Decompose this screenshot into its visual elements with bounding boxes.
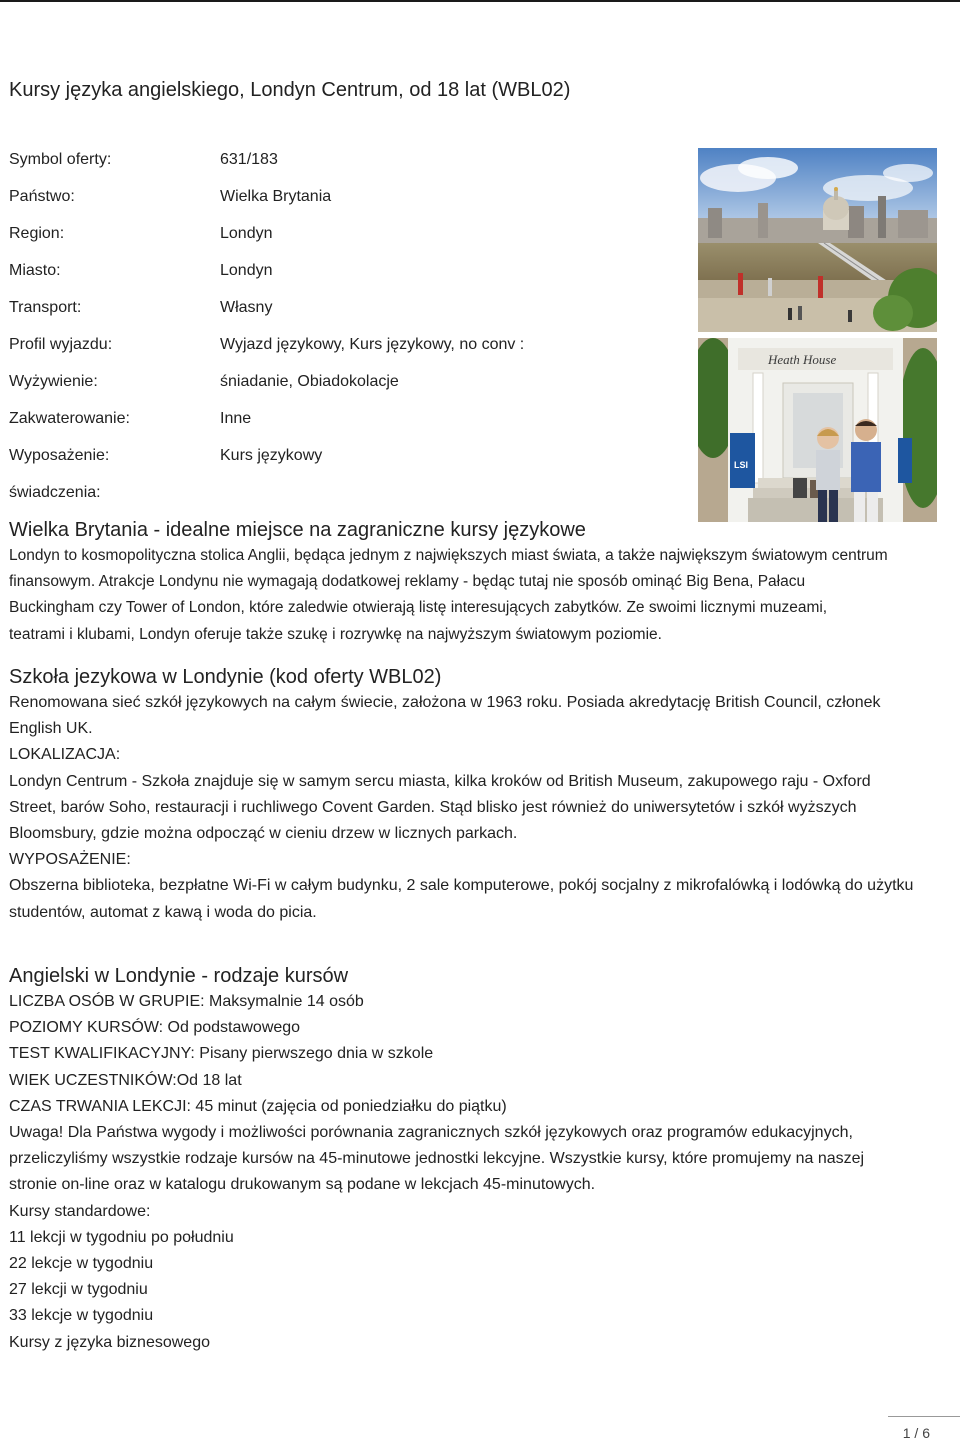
top-border-line bbox=[0, 0, 960, 2]
section-heading: Szkoła jezykowa w Londynie (kod oferty WBL02) bbox=[9, 666, 442, 688]
detail-value: Kurs językowy bbox=[220, 447, 323, 464]
london-skyline-photo bbox=[698, 148, 937, 332]
page-number: 1 / 6 bbox=[902, 1425, 930, 1441]
info-line: CZAS TRWANIA LEKCJI: 45 minut (zajęcia od poniedziałku do piątku) bbox=[9, 1097, 507, 1115]
paragraph-line: Obszerna biblioteka, bezpłatne Wi-Fi w całym budynku, 2 sale komputerowe, pokój socjalny z mikrofalówką i lodówką do użytku bbox=[9, 877, 914, 895]
building-sign: Heath House bbox=[768, 352, 837, 367]
detail-label: Wyżywienie: bbox=[9, 373, 98, 390]
section-school bbox=[9, 664, 959, 926]
detail-value: Wielka Brytania bbox=[220, 188, 332, 205]
paragraph-line: English UK. bbox=[9, 720, 93, 738]
detail-label: Państwo: bbox=[9, 188, 75, 205]
detail-value: śniadanie, Obiadokolacje bbox=[220, 373, 399, 390]
detail-row-equipment bbox=[9, 443, 569, 480]
detail-row-transport bbox=[9, 295, 569, 332]
course-list-item: 27 lekcji w tygodniu bbox=[9, 1281, 148, 1299]
detail-row-region bbox=[9, 221, 569, 258]
info-line: POZIOMY KURSÓW: Od podstawowego bbox=[9, 1019, 301, 1037]
section-heading: Angielski w Londynie - rodzaje kursów bbox=[9, 965, 349, 987]
course-list-item: 22 lekcje w tygodniu bbox=[9, 1255, 154, 1273]
paragraph-line: Uwaga! Dla Państwa wygody i możliwości porównania zagranicznych szkół językowych oraz programów edukacyjnych, bbox=[9, 1124, 853, 1142]
detail-value: Londyn bbox=[220, 225, 273, 242]
paragraph-line: Renomowana sieć szkół językowych na całym świecie, założona w 1963 roku. Posiada akredytację British Council, członek bbox=[9, 694, 881, 711]
paragraph-line: Street, barów Soho, restauracji i ruchliwego Covent Garden. Stąd blisko jest również do uniwersytetów i szkół wyższych bbox=[9, 798, 857, 816]
detail-value: Wyjazd językowy, Kurs językowy, no conv : bbox=[220, 336, 525, 353]
detail-row-services bbox=[9, 480, 569, 517]
paragraph-line: Londyn Centrum - Szkoła znajduje się w samym sercu miasta, kilka kroków od British Museum, zakupowego raju - Oxford bbox=[9, 772, 871, 790]
detail-row-city bbox=[9, 258, 569, 295]
paragraph-line: Londyn to kosmopolityczna stolica Anglii, będąca jednym z największych miast świata, a także największym światowym centrum bbox=[9, 547, 888, 564]
detail-row-meals bbox=[9, 369, 569, 406]
info-line: TEST KWALIFIKACYJNY: Pisany pierwszego dnia w szkole bbox=[9, 1045, 434, 1063]
detail-value: Londyn bbox=[220, 262, 273, 279]
detail-value: 631/183 bbox=[220, 151, 278, 168]
list-heading: Kursy standardowe: bbox=[9, 1202, 151, 1220]
paragraph-line: przeliczyliśmy wszystkie rodzaje kursów na 45-minutowe jednostki lekcyjne. Wszystkie kursy, które promujemy na naszej bbox=[9, 1150, 865, 1168]
paragraph-line: Buckingham czy Tower of London, które zaledwie otwierają listę interesujących zabytków. Ze swoimi licznymi muzeami, bbox=[9, 599, 828, 617]
detail-label: Zakwaterowanie: bbox=[9, 410, 130, 427]
detail-label: Symbol oferty: bbox=[9, 151, 112, 168]
detail-value: Inne bbox=[220, 410, 252, 427]
section-london-intro bbox=[9, 517, 959, 648]
subheading-location: LOKALIZACJA: bbox=[9, 746, 121, 764]
subheading-equipment: WYPOSAŻENIE: bbox=[9, 851, 131, 869]
paragraph-line: stronie on-line oraz w katalogu drukowanym są podane w lekcjach 45-minutowych. bbox=[9, 1176, 596, 1194]
footer-line bbox=[888, 1416, 960, 1417]
page-title: Kursy języka angielskiego, Londyn Centrum, od 18 lat (WBL02) bbox=[9, 79, 571, 101]
detail-label: Profil wyjazdu: bbox=[9, 336, 113, 353]
paragraph-line: studentów, automat z kawą i woda do picia. bbox=[9, 903, 317, 921]
paragraph-line: finansowym. Atrakcje Londynu nie wymagają dodatkowej reklamy - będąc tutaj nie sposób ominąć Big Bena, Pałacu bbox=[9, 573, 806, 591]
detail-value: Własny bbox=[220, 299, 273, 316]
info-line: LICZBA OSÓB W GRUPIE: Maksymalnie 14 osób bbox=[9, 993, 364, 1010]
course-list-item: 11 lekcji w tygodniu po południu bbox=[9, 1228, 234, 1246]
detail-label: Wyposażenie: bbox=[9, 447, 110, 464]
detail-label: Transport: bbox=[9, 299, 82, 316]
section-heading: Wielka Brytania - idealne miejsce na zagraniczne kursy językowe bbox=[9, 519, 586, 541]
section-course-types bbox=[9, 963, 959, 1356]
school-building-photo bbox=[698, 338, 937, 522]
info-line: WIEK UCZESTNIKÓW:Od 18 lat bbox=[9, 1071, 242, 1089]
detail-row-country bbox=[9, 184, 569, 221]
school-badge-label: LSI bbox=[734, 460, 749, 470]
detail-row-symbol bbox=[9, 147, 569, 184]
course-list-item: 33 lekcje w tygodniu bbox=[9, 1307, 154, 1325]
paragraph-line: teatrami i klubami, Londyn oferuje także szukę i rozrywkę na najwyższym światowym poziomie. bbox=[9, 625, 662, 643]
detail-label: Miasto: bbox=[9, 262, 61, 279]
detail-label: świadczenia: bbox=[9, 484, 101, 501]
detail-row-accommodation bbox=[9, 406, 569, 443]
offer-details-table bbox=[9, 147, 569, 517]
course-list-item: Kursy z języka biznesowego bbox=[9, 1333, 210, 1351]
paragraph-line: Bloomsbury, gdzie można odpocząć w cieniu drzew w licznych parkach. bbox=[9, 825, 518, 843]
detail-label: Region: bbox=[9, 225, 65, 242]
detail-row-trip-profile bbox=[9, 332, 569, 369]
